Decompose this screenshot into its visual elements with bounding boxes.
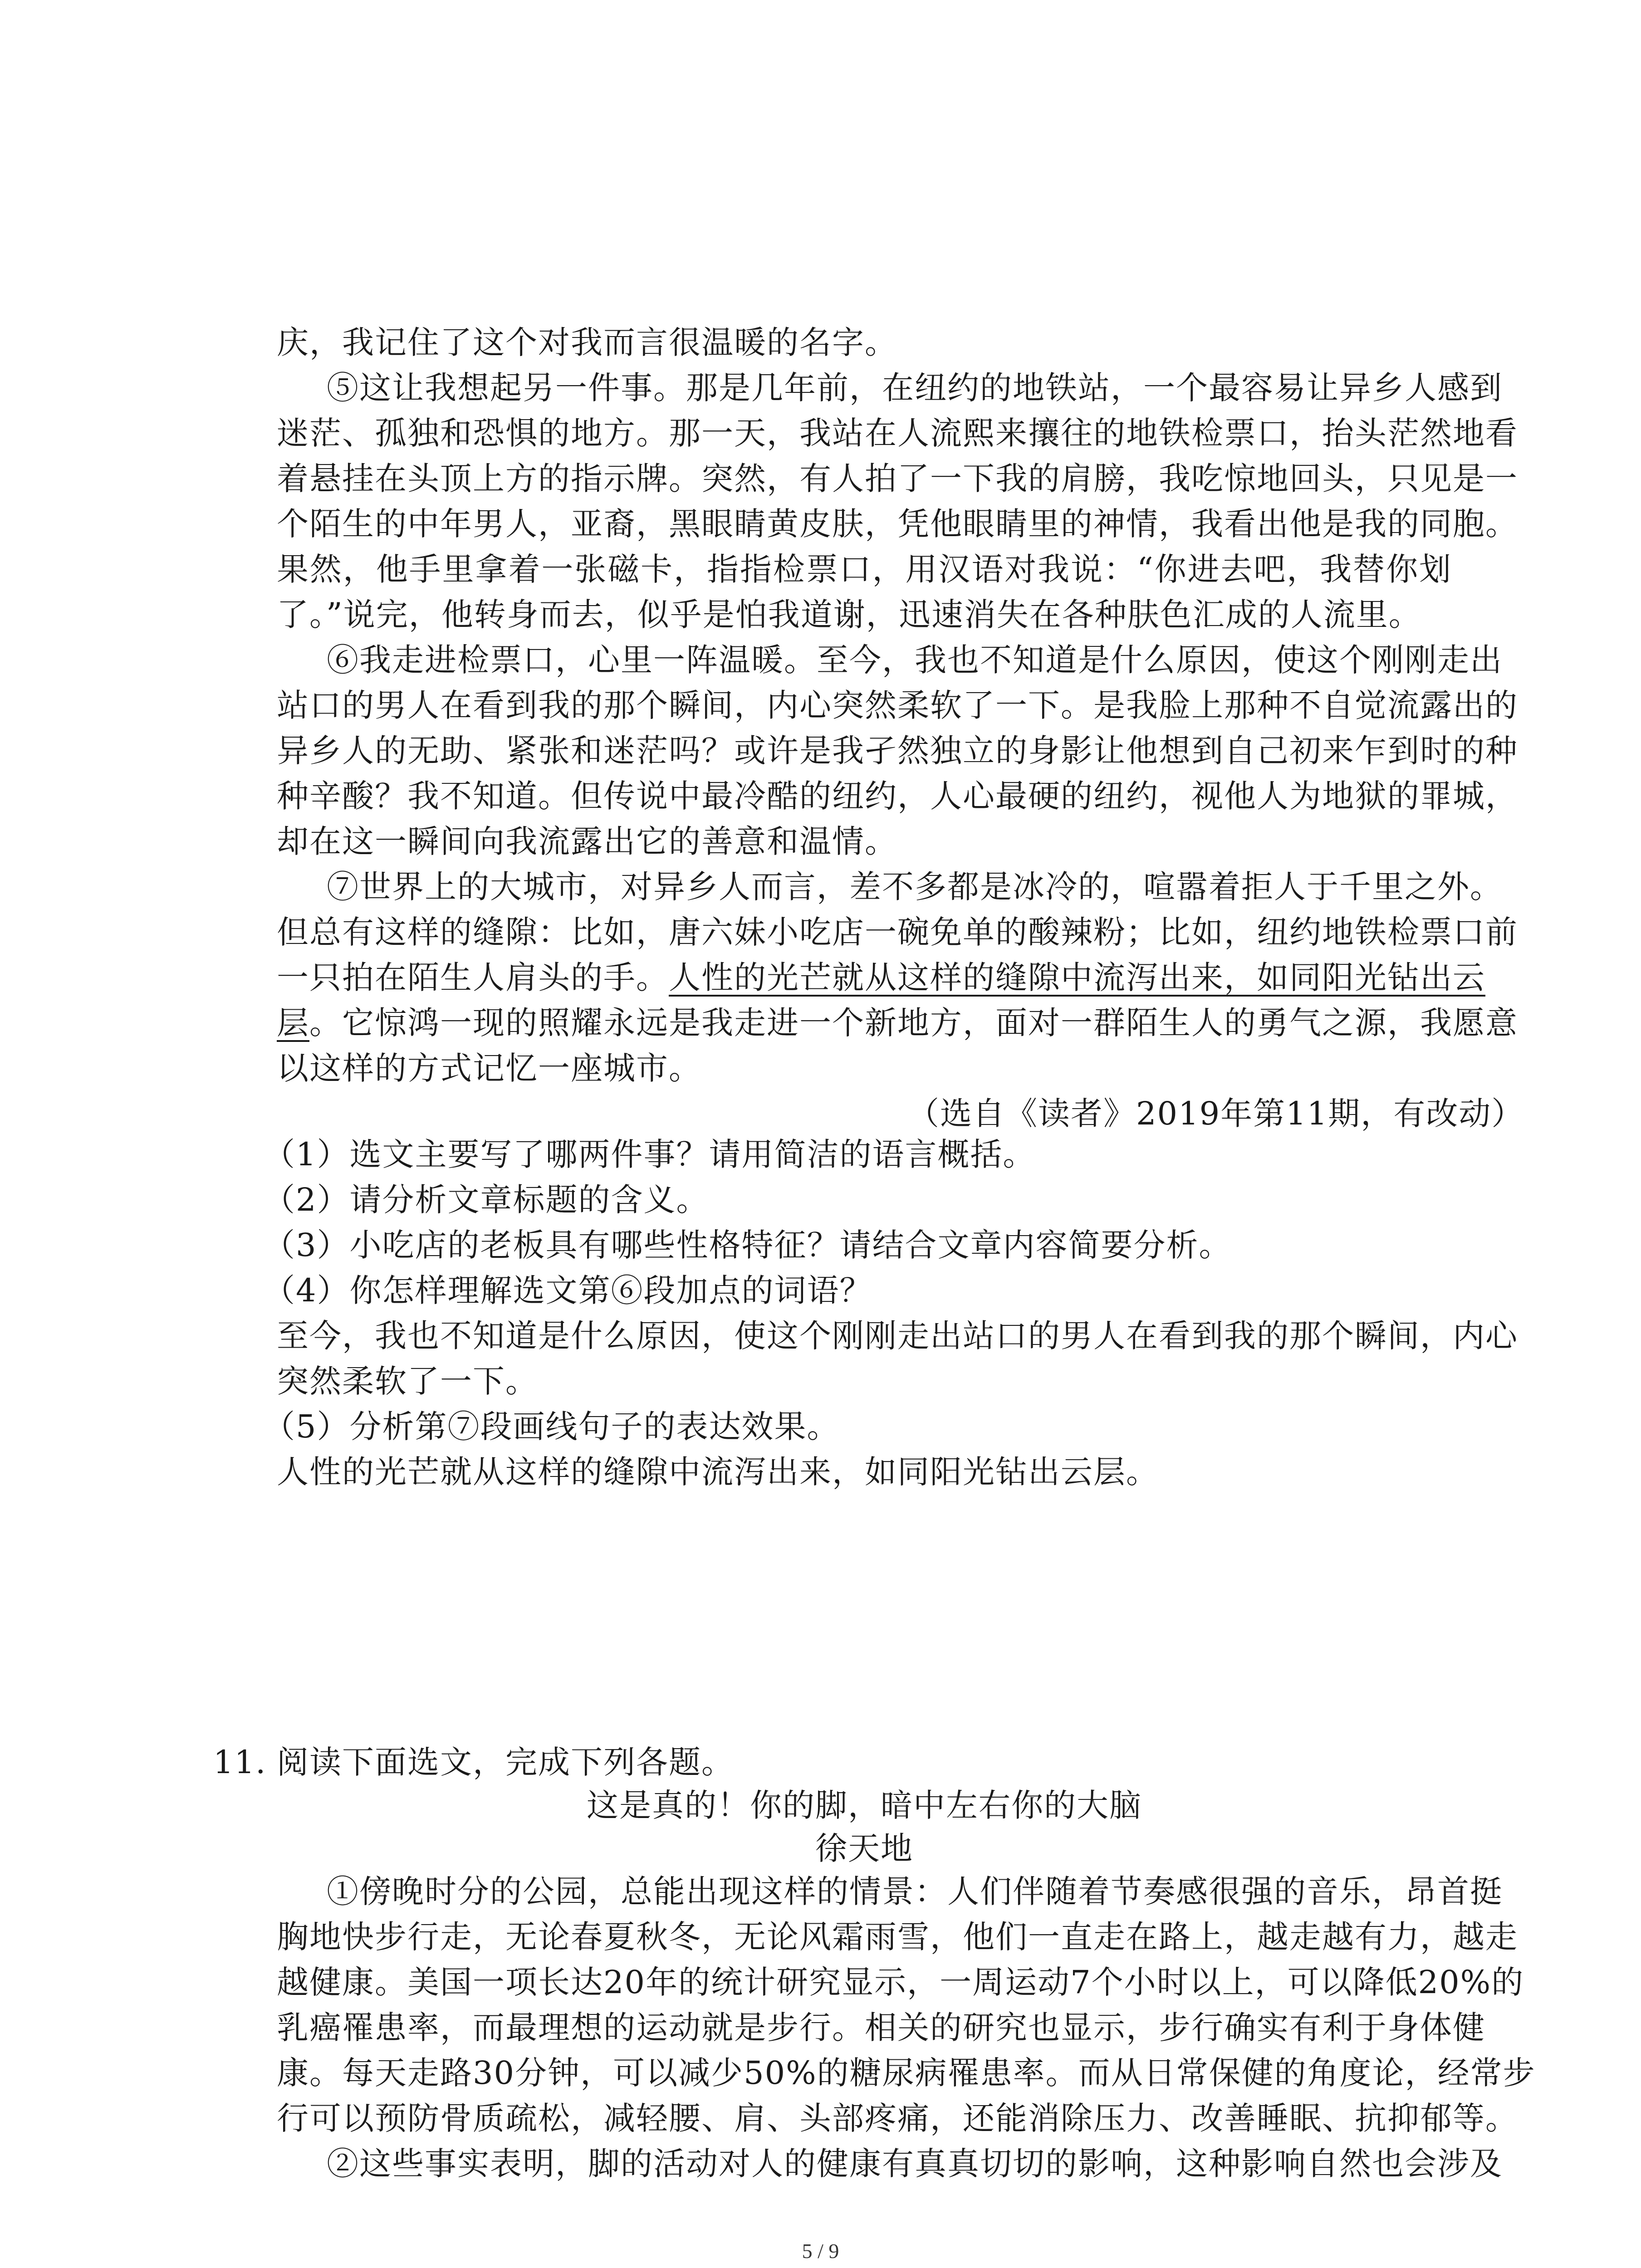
- question-11-number: 11.: [213, 1744, 267, 1781]
- passage-line: ⑦世界上的大城市，对异乡人而言，差不多都是冰冷的，喧嚣着拒人于千里之外。: [327, 868, 1503, 905]
- question-11-prompt: 阅读下面选文，完成下列各题。: [277, 1744, 734, 1781]
- passage-line: ⑤这让我想起另一件事。那是几年前，在纽约的地铁站，一个最容易让异乡人感到: [327, 369, 1503, 406]
- question-4-quote: 突然柔软了一下。: [277, 1363, 538, 1400]
- passage-line: 迷茫、孤独和恐惧的地方。那一天，我站在人流熙来攘往的地铁检票口，抬头茫然地看: [277, 415, 1518, 452]
- question-4: （4）你怎样理解选文第⑥段加点的词语？: [263, 1272, 872, 1309]
- passage-line: 种辛酸？我不知道。但传说中最冷酷的纽约，人心最硬的纽约，视他人为地狱的罪城，: [277, 777, 1518, 815]
- passage-line: [277, 1002, 1518, 1043]
- passage-line: 了。”说完，他转身而去，似乎是怕我道谢，迅速消失在各种肤色汇成的人流里。: [277, 596, 1421, 633]
- passage-line: ⑥我走进检票口，心里一阵温暖。至今，我也不知道是什么原因，使这个刚刚走出: [327, 641, 1503, 679]
- passage-line: 果然，他手里拿着一张磁卡，指指检票口，用汉语对我说：“你进去吧，我替你划: [277, 551, 1452, 588]
- passage-line: 乳癌罹患率，而最理想的运动就是步行。相关的研究也显示，步行确实有利于身体健: [277, 2009, 1485, 2046]
- article-title: 这是真的！你的脚，暗中左右你的大脑: [587, 1787, 1142, 1824]
- underlined-sentence: 人性的光芒就从这样的缝隙中流泻出来，如同阳光钻出云: [669, 959, 1485, 996]
- passage-line: 着悬挂在头顶上方的指示牌。突然，有人拍了一下我的肩膀，我吃惊地回头，只见是一: [277, 460, 1518, 497]
- passage-line: [277, 957, 1485, 998]
- article-author: 徐天地: [815, 1830, 913, 1867]
- passage-line: 行可以预防骨质疏松，减轻腰、肩、头部疼痛，还能消除压力、改善睡眠、抗抑郁等。: [277, 2100, 1518, 2137]
- page-number: 5 / 9: [802, 2239, 839, 2263]
- text-span: 。它惊鸿一现的照耀永远是我走进一个新地方，面对一群陌生人的勇气之源，我愿意: [309, 1004, 1518, 1041]
- question-3: （3）小吃店的老板具有哪些性格特征？请结合文章内容简要分析。: [263, 1227, 1232, 1264]
- passage-line: 站口的男人在看到我的那个瞬间，内心突然柔软了一下。是我脸上那种不自觉流露出的: [277, 687, 1518, 724]
- passage-line: 庆，我记住了这个对我而言很温暖的名字。: [277, 324, 897, 361]
- question-1: （1）选文主要写了哪两件事？请用简洁的语言概括。: [263, 1136, 1036, 1173]
- question-2: （2）请分析文章标题的含义。: [263, 1181, 709, 1218]
- passage-line: ①傍晚时分的公园，总能出现这样的情景：人们伴随着节奏感很强的音乐，昂首挺: [327, 1873, 1503, 1910]
- text-span: 一只拍在陌生人肩头的手。: [277, 959, 669, 996]
- question-5-quote: 人性的光芒就从这样的缝隙中流泻出来，如同阳光钻出云层。: [277, 1453, 1159, 1491]
- passage-line: 个陌生的中年男人，亚裔，黑眼睛黄皮肤，凭他眼睛里的神情，我看出他是我的同胞。: [277, 505, 1518, 543]
- text-span: 但总有这样的缝隙：比如，唐六妹小吃店一碗免单的酸辣粉；比如，纽约地铁检票口前: [277, 914, 1518, 951]
- passage-line: 却在这一瞬间向我流露出它的善意和温情。: [277, 823, 897, 860]
- question-4-quote: 至今，我也不知道是什么原因，使这个刚刚走出站口的男人在看到我的那个瞬间，内心: [277, 1317, 1518, 1354]
- passage-line: 康。每天走路30分钟，可以减少50%的糖尿病罹患率。而从日常保健的角度论，经常步: [277, 2054, 1536, 2092]
- passage-line: 异乡人的无助、紧张和迷茫吗？或许是我孑然独立的身影让他想到自己初来乍到时的种: [277, 732, 1518, 769]
- question-5: （5）分析第⑦段画线句子的表达效果。: [263, 1408, 840, 1445]
- underlined-sentence: 层: [277, 1004, 309, 1041]
- passage-line: [277, 912, 1518, 953]
- passage-line: 胸地快步行走，无论春夏秋冬，无论风霜雨雪，他们一直走在路上，越走越有力，越走: [277, 1918, 1518, 1955]
- passage-line: ②这些事实表明，脚的活动对人的健康有真真切切的影响，这种影响自然也会涉及: [327, 2145, 1503, 2182]
- passage-line: 越健康。美国一项长达20年的统计研究显示，一周运动7个小时以上，可以降低20%的: [277, 1964, 1524, 2001]
- passage-line: 以这样的方式记忆一座城市。: [277, 1050, 701, 1087]
- source-citation: （选自《读者》2019年第11期，有改动）: [907, 1095, 1524, 1132]
